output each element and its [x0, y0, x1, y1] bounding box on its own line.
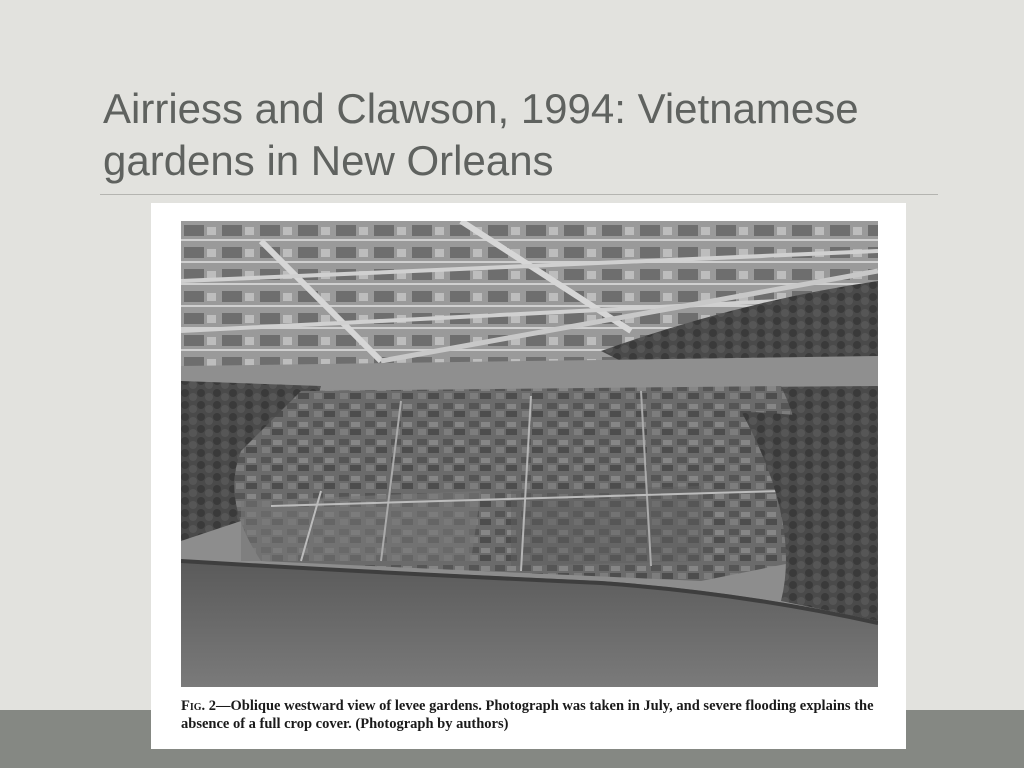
figure-caption	[181, 697, 881, 733]
slide-title: Airriess and Clawson, 1994: Vietnamese gardens in New Orleans	[103, 85, 859, 184]
aerial-photo	[181, 221, 878, 687]
figure-label: Fig. 2	[181, 698, 217, 714]
aerial-photo-graphic	[181, 221, 878, 687]
figure-card	[151, 203, 906, 749]
title-divider	[100, 194, 938, 195]
figure-caption-text: —Oblique westward view of levee gardens. Photograph was taken in July, and severe flooding explains the absence of a full crop cover. (Photograph by authors)	[181, 698, 874, 732]
